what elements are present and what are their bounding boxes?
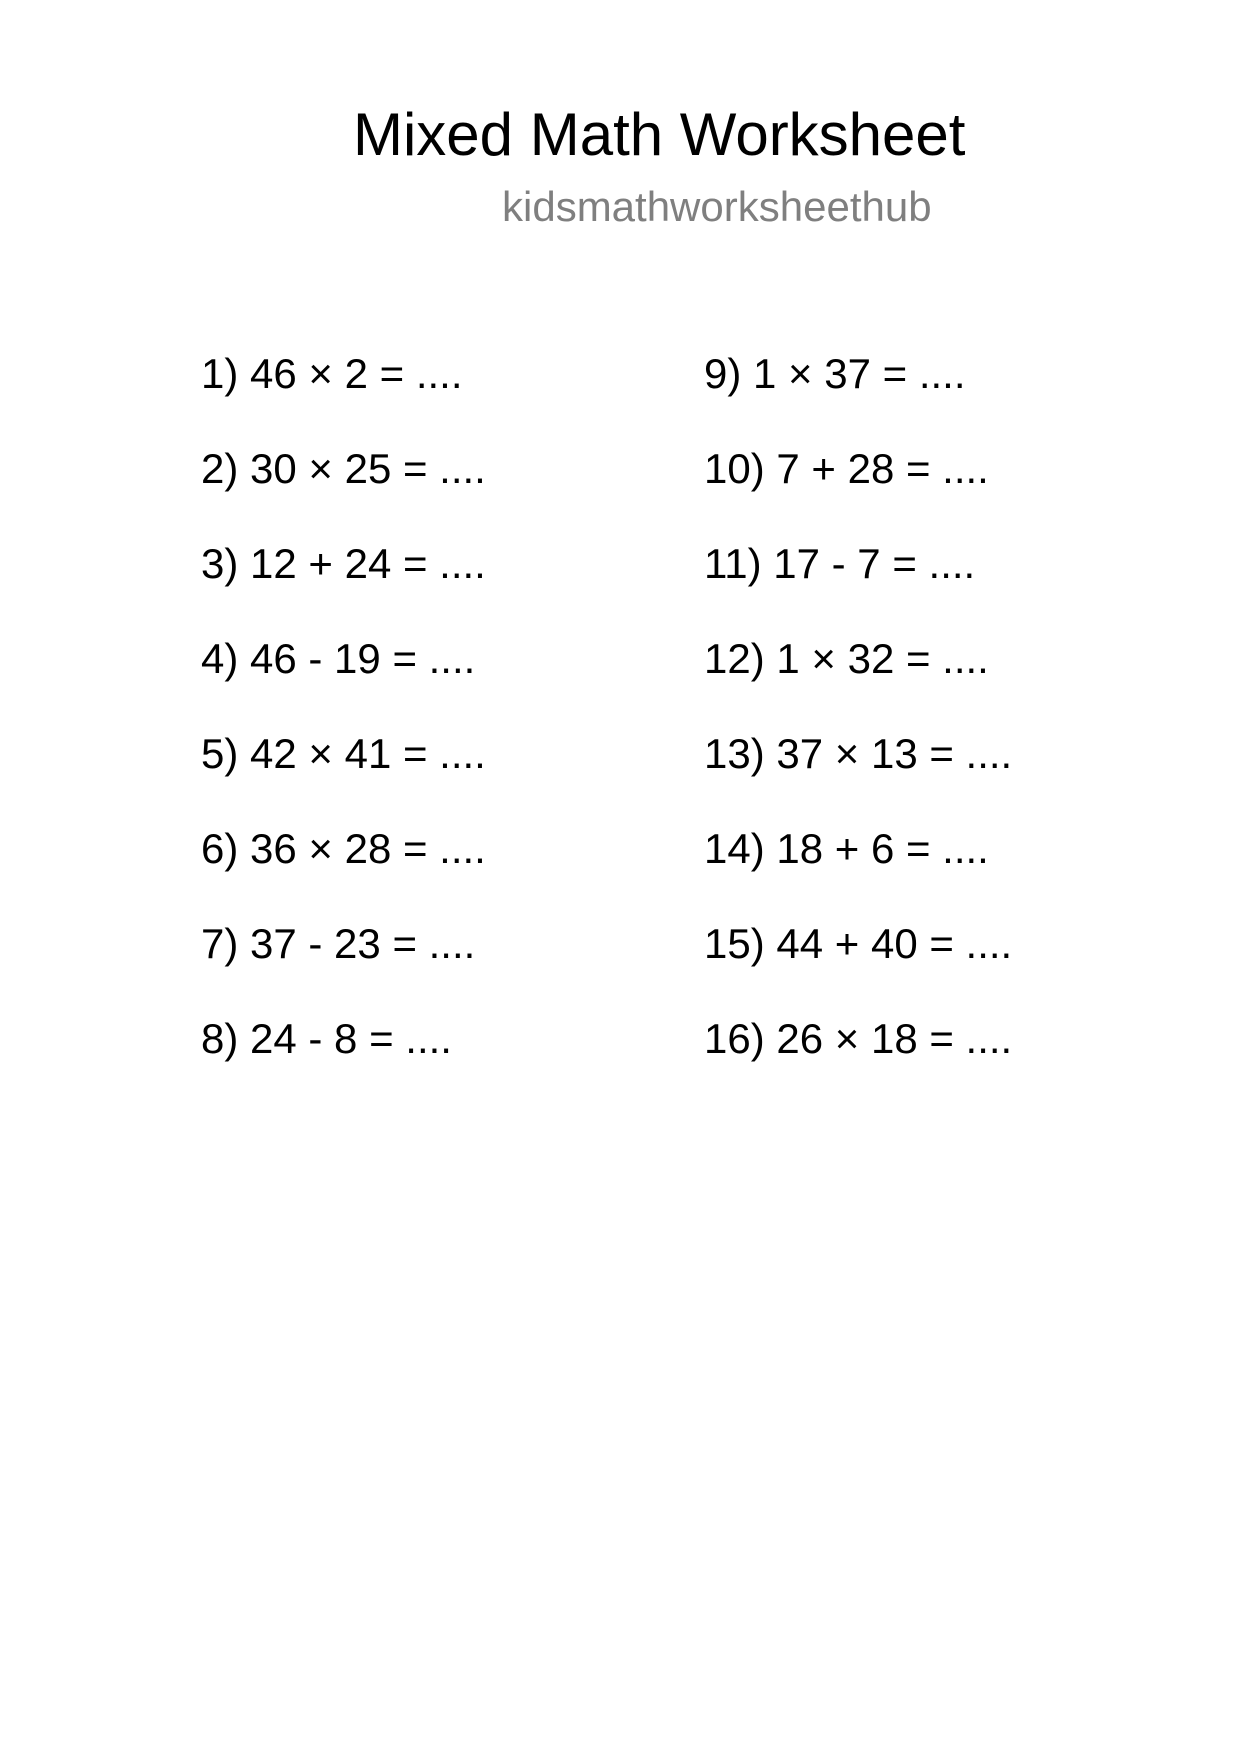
problem-5: 5) 42 × 41 = .... — [201, 730, 486, 777]
problem-3: 3) 12 + 24 = .... — [201, 540, 486, 587]
problem-11: 11) 17 - 7 = .... — [704, 540, 976, 587]
problem-1: 1) 46 × 2 = .... — [201, 350, 463, 397]
problem-column-right — [704, 349, 1012, 1109]
problem-14: 14) 18 + 6 = .... — [704, 825, 989, 872]
problem-7: 7) 37 - 23 = .... — [201, 920, 476, 967]
problem-13: 13) 37 × 13 = .... — [704, 730, 1013, 777]
problem-12: 12) 1 × 32 = .... — [704, 635, 989, 682]
problem-4: 4) 46 - 19 = .... — [201, 635, 476, 682]
worksheet-source: kidsmathworksheethub — [502, 183, 932, 230]
problem-9: 9) 1 × 37 = .... — [704, 350, 966, 397]
problem-10: 10) 7 + 28 = .... — [704, 445, 989, 492]
problem-6: 6) 36 × 28 = .... — [201, 825, 486, 872]
problem-8: 8) 24 - 8 = .... — [201, 1015, 452, 1062]
problem-2: 2) 30 × 25 = .... — [201, 445, 486, 492]
problem-column-left — [201, 349, 486, 1109]
problem-15: 15) 44 + 40 = .... — [704, 920, 1013, 967]
problem-16: 16) 26 × 18 = .... — [704, 1015, 1013, 1062]
worksheet-title: Mixed Math Worksheet — [353, 101, 966, 168]
